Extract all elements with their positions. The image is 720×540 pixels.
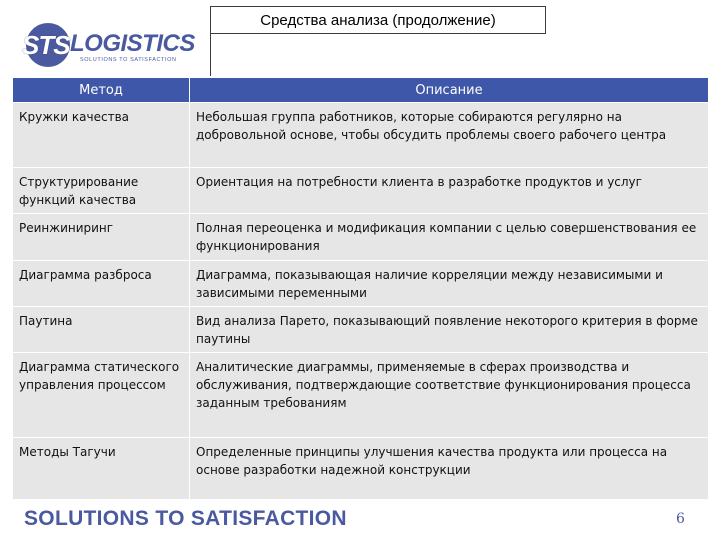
page-number: 6 bbox=[676, 511, 685, 527]
methods-table bbox=[12, 77, 709, 500]
table-row bbox=[13, 214, 709, 261]
description-cell: Аналитические диаграммы, применяемые в сферах производства и обслуживания, подтверждающие соответствие функционирования процесса заданным требованиям bbox=[190, 353, 709, 438]
slide-title: Средства анализа (продолжение) bbox=[210, 6, 546, 34]
description-cell: Небольшая группа работников, которые собираются регулярно на добровольной основе, чтобы обсудить проблемы своего рабочего центра bbox=[190, 103, 709, 168]
logo-tagline: SOLUTIONS TO SATISFACTION bbox=[80, 57, 177, 63]
footer-slogan: SOLUTIONS TO SATISFACTION bbox=[24, 507, 347, 530]
table-row bbox=[13, 353, 709, 438]
table-row bbox=[13, 438, 709, 500]
table-row bbox=[13, 261, 709, 307]
description-cell: Диаграмма, показывающая наличие корреляции между независимыми и зависимыми переменными bbox=[190, 261, 709, 307]
table-header-row bbox=[13, 78, 709, 103]
logo-brand-sts: STS bbox=[22, 30, 70, 60]
table-row bbox=[13, 103, 709, 168]
description-cell: Ориентация на потребности клиента в разработке продуктов и услуг bbox=[190, 168, 709, 214]
logo-brand-logistics: LOGISTICS bbox=[70, 30, 195, 57]
method-cell: Диаграмма разброса bbox=[13, 261, 190, 307]
company-logo bbox=[22, 20, 212, 70]
table-row bbox=[13, 307, 709, 353]
method-cell: Методы Тагучи bbox=[13, 438, 190, 500]
method-cell: Структурирование функций качества bbox=[13, 168, 190, 214]
header-description: Описание bbox=[190, 78, 709, 103]
description-cell: Определенные принципы улучшения качества продукта или процесса на основе разработки надежной конструкции bbox=[190, 438, 709, 500]
method-cell: Кружки качества bbox=[13, 103, 190, 168]
header-method: Метод bbox=[13, 78, 190, 103]
table-row bbox=[13, 168, 709, 214]
method-cell: Диаграмма статического управления процессом bbox=[13, 353, 190, 438]
method-cell: Паутина bbox=[13, 307, 190, 353]
title-divider bbox=[210, 34, 211, 76]
description-cell: Вид анализа Парето, показывающий появление некоторого критерия в форме паутины bbox=[190, 307, 709, 353]
description-cell: Полная переоценка и модификация компании с целью совершенствования ее функционирования bbox=[190, 214, 709, 261]
method-cell: Реинжиниринг bbox=[13, 214, 190, 261]
